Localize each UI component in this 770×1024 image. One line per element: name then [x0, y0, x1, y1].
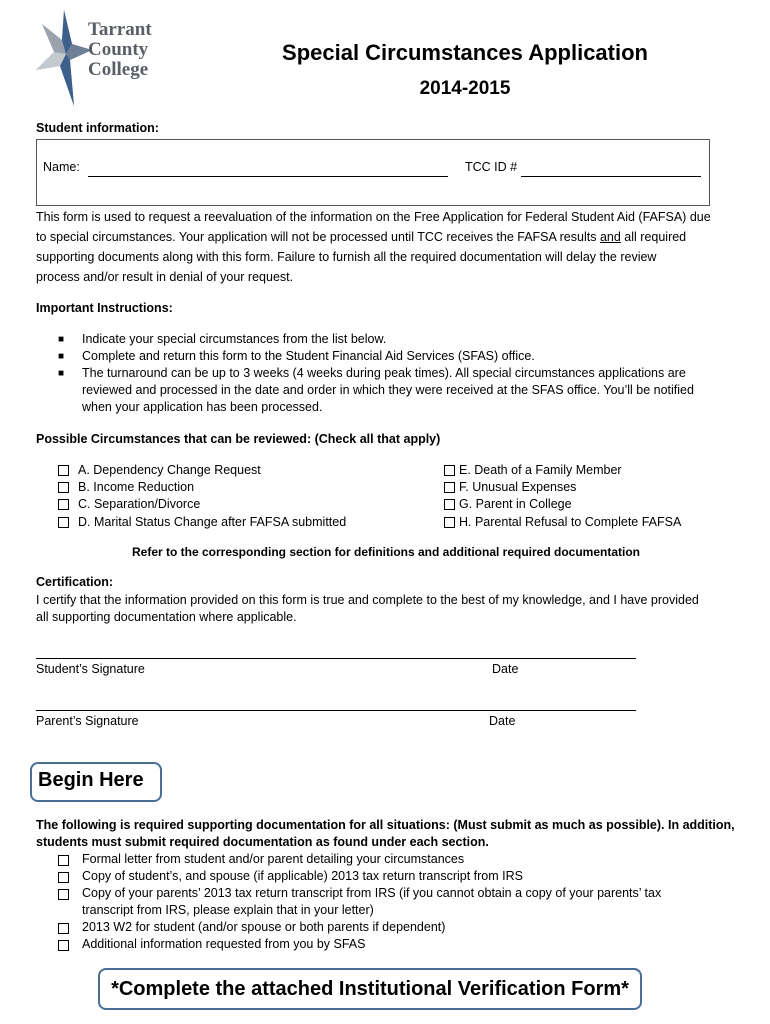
tcc-logo	[36, 10, 166, 106]
circumstance-b[interactable]: B. Income Reduction	[58, 479, 194, 496]
checkbox[interactable]	[58, 940, 69, 951]
list-item[interactable]: 2013 W2 for student (and/or spouse or both parents if dependent)	[58, 919, 728, 936]
list-item-continued: transcript from IRS, please explain that in your letter)	[82, 903, 374, 917]
checkbox[interactable]	[58, 923, 69, 934]
name-field[interactable]	[88, 176, 448, 177]
logo-text-line3: College	[88, 59, 149, 80]
student-signature-label: Student’s Signature	[36, 662, 145, 676]
checkbox[interactable]	[444, 465, 455, 476]
bullet-icon: ■	[58, 351, 65, 362]
list-item[interactable]: Additional information requested from you by SFAS	[58, 936, 728, 953]
page-title: Special Circumstances Application	[282, 40, 648, 65]
intro-emphasis: and	[599, 230, 621, 244]
circumstances-heading: Possible Circumstances that can be reviewed: (Check all that apply)	[36, 432, 441, 446]
circumstance-d[interactable]: D. Marital Status Change after FAFSA submitted	[58, 514, 346, 531]
list-item: ■ Complete and return this form to the Student Financial Aid Services (SFAS) office.	[58, 349, 535, 363]
checkbox[interactable]	[58, 482, 69, 493]
circumstance-e[interactable]: E. Death of a Family Member	[444, 462, 622, 479]
parent-signature-line[interactable]	[36, 710, 636, 711]
list-item[interactable]: Copy of your parents’ 2013 tax return transcript from IRS (if you cannot obtain a copy of your parents’ tax	[58, 885, 728, 902]
list-item: ■ The turnaround can be up to 3 weeks (4 weeks during peak times). All special circumstances applications are	[58, 366, 686, 380]
parent-date-label: Date	[489, 714, 516, 728]
parent-signature-label: Parent’s Signature	[36, 714, 139, 728]
instructions-heading: Important Instructions:	[36, 301, 173, 315]
list-item-continued: reviewed and processed in the date and order in which they were received at the SFAS office. You’ll be notified	[82, 383, 694, 397]
page-year: 2014-2015	[419, 78, 511, 99]
logo-text-line2: County	[88, 39, 149, 60]
intro-paragraph	[36, 207, 726, 287]
certification-text: I certify that the information provided on this form is true and complete to the best of my knowledge, and I have provided all supporting documentation where applicable.	[36, 593, 699, 624]
refer-note: Refer to the corresponding section for definitions and additional required documentation	[131, 545, 641, 559]
checkbox[interactable]	[58, 889, 69, 900]
checkbox[interactable]	[58, 499, 69, 510]
complete-form-text: *Complete the attached Institutional Verification Form*	[111, 978, 629, 1000]
list-item-continued: when your application has been processed.	[82, 400, 323, 414]
instructions-list	[58, 331, 728, 416]
checkbox[interactable]	[444, 517, 455, 528]
checkbox[interactable]	[58, 517, 69, 528]
circumstance-c[interactable]: C. Separation/Divorce	[58, 496, 200, 513]
checkbox[interactable]	[58, 872, 69, 883]
list-item: ■ Indicate your special circumstances from the list below.	[58, 332, 387, 346]
begin-here-text: Begin Here	[38, 769, 144, 791]
logo-text-line1: Tarrant	[88, 19, 152, 40]
checkbox[interactable]	[444, 482, 455, 493]
tcc-id-label: TCC ID #	[465, 160, 518, 174]
list-item[interactable]: Formal letter from student and/or parent detailing your circumstances	[58, 851, 728, 868]
begin-here-box	[30, 762, 162, 802]
student-date-label: Date	[492, 662, 519, 676]
circumstance-f[interactable]: F. Unusual Expenses	[444, 479, 576, 496]
student-info-box	[36, 139, 710, 206]
intro-line: This form is used to request a reevaluation of the information on the Free Application for Federal Student Aid (FAFSA) due	[36, 210, 711, 224]
intro-line: process and/or result in denial of your request.	[36, 270, 294, 284]
bullet-icon: ■	[58, 334, 65, 345]
tcc-id-field[interactable]	[521, 176, 701, 177]
required-docs-intro: The following is required supporting documentation for all situations: (Must submit as much as possible). In addition, students must submit required documentation as found under each section.	[36, 818, 735, 849]
circumstance-g[interactable]: G. Parent in College	[444, 496, 572, 513]
bullet-icon: ■	[58, 368, 65, 379]
circumstance-a[interactable]: A. Dependency Change Request	[58, 462, 261, 479]
intro-line: supporting documents along with this form. Failure to furnish all the required documentation will delay the review	[36, 250, 657, 264]
star-logo-icon	[36, 10, 92, 106]
checkbox[interactable]	[58, 465, 69, 476]
complete-form-banner	[98, 968, 642, 1010]
name-label: Name:	[43, 160, 80, 174]
circumstance-h[interactable]: H. Parental Refusal to Complete FAFSA	[444, 514, 681, 531]
checkbox[interactable]	[58, 855, 69, 866]
certification-heading: Certification:	[36, 575, 114, 589]
list-item[interactable]: Copy of student’s, and spouse (if applicable) 2013 tax return transcript from IRS	[58, 868, 728, 885]
required-docs-list	[58, 851, 728, 953]
intro-line: to special circumstances. Your application will not be processed until TCC receives the FAFSA results and all required	[36, 230, 687, 244]
student-info-heading: Student information:	[36, 121, 159, 135]
student-signature-line[interactable]	[36, 658, 636, 659]
checkbox[interactable]	[444, 499, 455, 510]
